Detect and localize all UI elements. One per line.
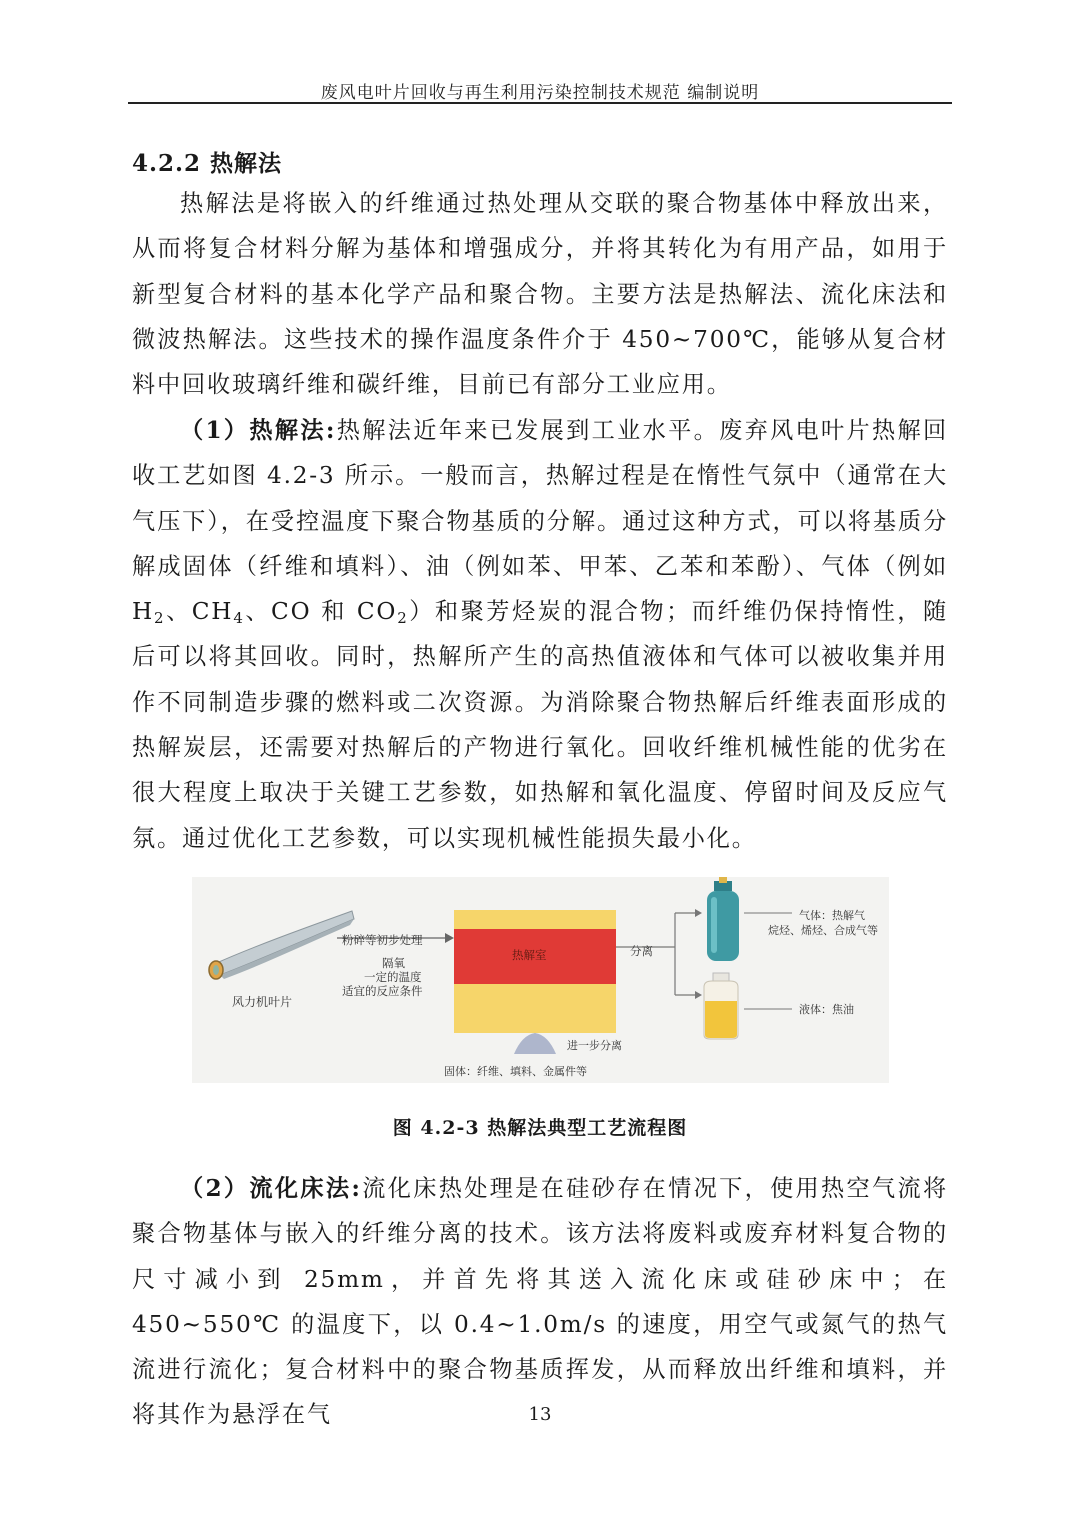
- paragraph-lead: （1）热解法:: [180, 417, 337, 444]
- wind-blade-icon: [209, 911, 354, 979]
- paragraph-text: 流化床热处理是在硅砂存在情况下，使用热空气流将聚合物基体与嵌入的纤维分离的技术。该方法将废料或废弃材料复合物的尺寸减小到 25mm，并首先将其送入流化床或硅砂床中；在 450~550℃ 的温度下，以 0.4~1.0m/s 的速度，用空气或氮气的热气流进行流化；复合材料中的聚合物基质挥发，从而释放出纤维和填料，并将其作为悬浮在气: [132, 1175, 948, 1429]
- paragraph-text: 、CH: [165, 598, 234, 626]
- paragraph-text: 、CO 和 CO: [244, 598, 398, 626]
- paragraph-intro: 热解法是将嵌入的纤维通过热处理从交联的聚合物基体中释放出来，从而将复合材料分解为基体和增强成分，并将其转化为有用产品，如用于新型复合材料的基本化学产品和聚合物。主要方法是热解法、流化床法和微波热解法。这些技术的操作温度条件介于 450~700℃，能够从复合材料中回收玻璃纤维和碳纤维，目前已有部分工业应用。: [132, 190, 948, 399]
- paragraph-text: ）和聚芳烃炭的混合物；而纤维仍保持惰性，随后可以将其回收。同时，热解所产生的高热值液体和气体可以被收集并用作不同制造步骤的燃料或二次资源。为消除聚合物热解后纤维表面形成的热解炭层，还需要对热解后的产物进行氧化。回收纤维机械性能的优劣在很大程度上取决于关键工艺参数，如热解和氧化温度、停留时间及反应气氛。通过优化工艺参数，可以实现机械性能损失最小化。: [132, 598, 948, 852]
- header-rule: [128, 102, 952, 104]
- liquid-label: 液体：焦油: [799, 1003, 854, 1016]
- subscript: 2: [154, 609, 166, 628]
- process-flow-figure: [192, 877, 889, 1083]
- subscript: 4: [233, 609, 245, 628]
- further-separation-label: 进一步分离: [567, 1039, 622, 1052]
- arrow-head-icon: [695, 991, 702, 999]
- gas-label: 气体：热解气: [799, 909, 865, 922]
- subscript: 2: [397, 609, 409, 628]
- gas-label: 烷烃、烯烃、合成气等: [768, 924, 878, 937]
- paragraph-lead: （2）流化床法:: [180, 1175, 362, 1202]
- condition-label: 一定的温度: [364, 970, 422, 984]
- liquid-bottle-icon: [704, 973, 738, 1039]
- paragraph-text: 热解法近年来已发展到工业水平。废弃风电叶片热解回收工艺如图 4.2-3 所示。一般而言，热解过程是在惰性气氛中（通常在大气压下），在受控温度下聚合物基质的分解。通过这种方式，可以将基质分解成固体（纤维和填料）、油（例如苯、甲苯、乙苯和苯酚）、气体（例如 H: [132, 417, 948, 626]
- figure-caption: 图 4.2-3 热解法典型工艺流程图: [392, 1117, 688, 1139]
- paragraph-fluidized-bed: [132, 1166, 948, 1438]
- furnace-label: 热解室: [512, 948, 547, 962]
- paragraph-pyrolysis: [132, 408, 948, 861]
- page-number: 13: [528, 1404, 552, 1425]
- separate-label: 分离: [630, 944, 653, 958]
- gas-cylinder-icon: [707, 877, 739, 961]
- condition-label: 适宜的反应条件: [342, 984, 423, 998]
- blade-label: 风力机叶片: [232, 995, 293, 1009]
- arrow-head-icon: [695, 909, 702, 917]
- condition-label: 隔氧: [382, 956, 405, 970]
- arrow-head-icon: [445, 933, 454, 943]
- section-title: 4.2.2 热解法: [132, 150, 283, 177]
- running-header: 废风电叶片回收与再生利用污染控制技术规范 编制说明: [320, 83, 760, 103]
- process-flow-diagram: [192, 877, 889, 1083]
- solid-pile-icon: [514, 1033, 556, 1054]
- pre-step-label: 粉碎等初步处理: [342, 933, 423, 947]
- solid-label: 固体：纤维、填料、金属件等: [444, 1065, 587, 1078]
